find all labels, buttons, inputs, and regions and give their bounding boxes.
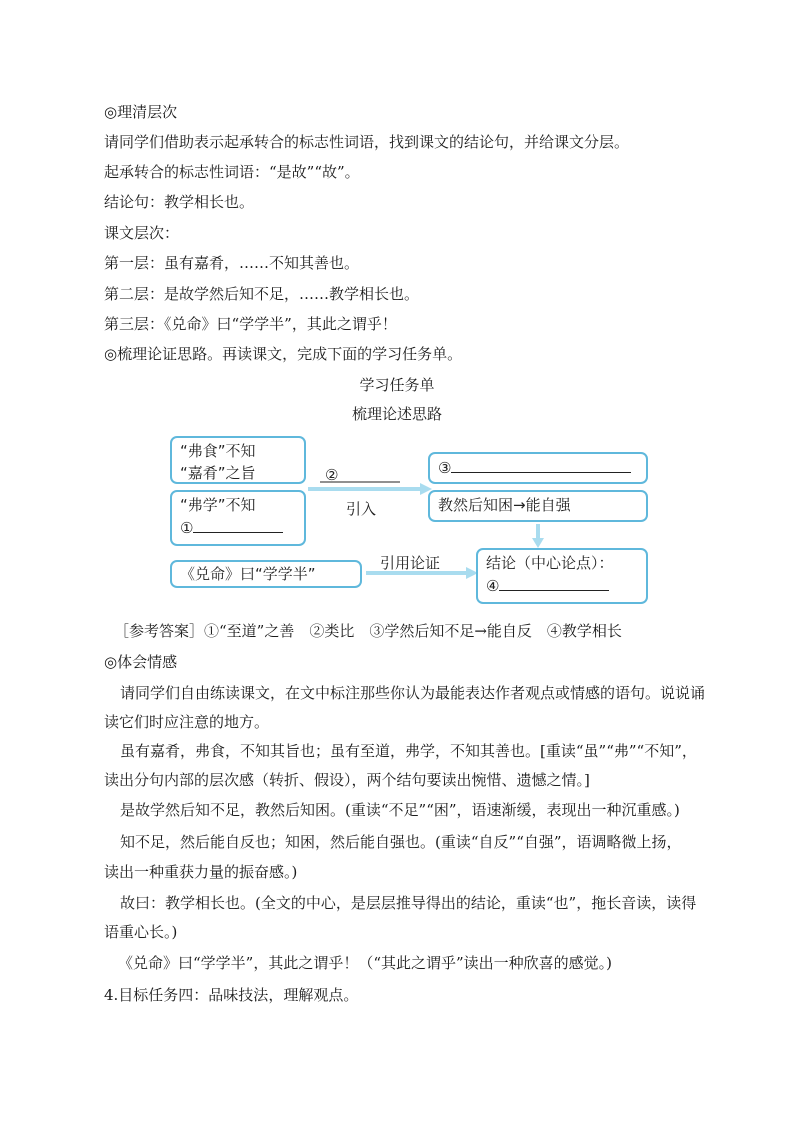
arrow-intro-label: 引入 — [346, 500, 377, 518]
para4-line1: 知不足，然后能自反也；知困，然后能自强也。(重读“自反”“自强”，语调略微上扬， — [120, 833, 682, 851]
box-teach: 教然后知困→能自强 — [428, 490, 648, 522]
transition-words: 起承转合的标志性词语：“是故”“故”。 — [104, 163, 360, 181]
worksheet-title: 学习任务单 — [359, 376, 435, 394]
para5-line2: 语重心长。) — [104, 923, 178, 941]
layers-label: 课文层次： — [104, 224, 180, 242]
section-heading-argument: ◎梳理论证思路。再读课文，完成下面的学习任务单。 — [104, 345, 463, 363]
para5-line1: 故曰：教学相长也。(全文的中心，是层层推导得出的结论，重读“也”，拖长音读，读得 — [120, 894, 697, 912]
box-conclusion — [476, 548, 648, 604]
box-conclusion-blank-row — [486, 574, 638, 597]
para1-line1: 请同学们自由练读课文，在文中标注那些你认为最能表达作者观点或情感的语句。说说诵 — [120, 684, 706, 702]
para3: 是故学然后知不足，教然后知困。(重读“不足”“困”，语速渐缓，表现出一种沉重感。) — [120, 801, 680, 819]
layer-two: 第二层：是故学然后知不足，……教学相长也。 — [104, 285, 420, 303]
para2-line1: 虽有嘉肴，弗食，不知其旨也；虽有至道，弗学，不知其善也。[重读“虽”“弗”“不知”， — [120, 742, 697, 760]
blank-4-number: ④ — [486, 577, 500, 595]
instruction-text: 请同学们借助表示起承转合的标志性词语，找到课文的结论句，并给课文分层。 — [104, 133, 630, 151]
box-quote: 《兑命》曰“学学半” — [170, 560, 362, 588]
reference-answers: ［参考答案］①“至道”之善 ②类比 ③学然后知不足→能自反 ④教学相长 — [114, 622, 622, 640]
task-four: 4.目标任务四：品味技法，理解观点。 — [104, 986, 359, 1004]
layer-one: 第一层：虽有嘉肴，……不知其善也。 — [104, 254, 360, 272]
worksheet-subtitle: 梳理论述思路 — [351, 405, 442, 423]
layer-three: 第三层：《兑命》曰“学学半”，其此之谓乎！ — [104, 315, 397, 333]
blank-1 — [193, 516, 283, 533]
section-heading-emotion: ◎体会情感 — [104, 653, 178, 671]
para4-line2: 读出一种重获力量的振奋感。) — [104, 863, 298, 881]
blank-3 — [451, 456, 631, 473]
arrow-cite-label: 引用论证 — [380, 554, 441, 572]
box-conclusion-line1: 结论（中心论点）： — [486, 554, 614, 572]
box-learn-line1: “弗学”不知 — [180, 496, 256, 514]
arrow-down-head — [532, 538, 544, 548]
box-food-line2: “嘉肴”之旨 — [180, 464, 256, 482]
section-heading-layers: ◎理清层次 — [104, 103, 178, 121]
argument-diagram — [170, 432, 650, 604]
box-food-line1: “弗食”不知 — [180, 442, 256, 460]
blank-4 — [499, 574, 609, 591]
box-learn — [170, 490, 306, 546]
blank-1-number: ① — [180, 519, 194, 537]
conclusion-sentence: 结论句：教学相长也。 — [104, 193, 255, 211]
para2-line2: 读出分句内部的层次感（转折、假设），两个结句要读出惋惜、遗憾之情。] — [104, 771, 590, 789]
para6: 《兑命》曰“学学半”，其此之谓乎！（“其此之谓乎”读出一种欣喜的感觉。) — [118, 954, 613, 972]
box-three — [428, 452, 648, 484]
para1-line2: 读它们时应注意的地方。 — [104, 713, 270, 731]
blank-2-number: ② — [325, 466, 339, 484]
blank-3-number: ③ — [438, 459, 452, 477]
box-learn-blank-row — [180, 516, 296, 539]
box-food — [170, 436, 306, 484]
